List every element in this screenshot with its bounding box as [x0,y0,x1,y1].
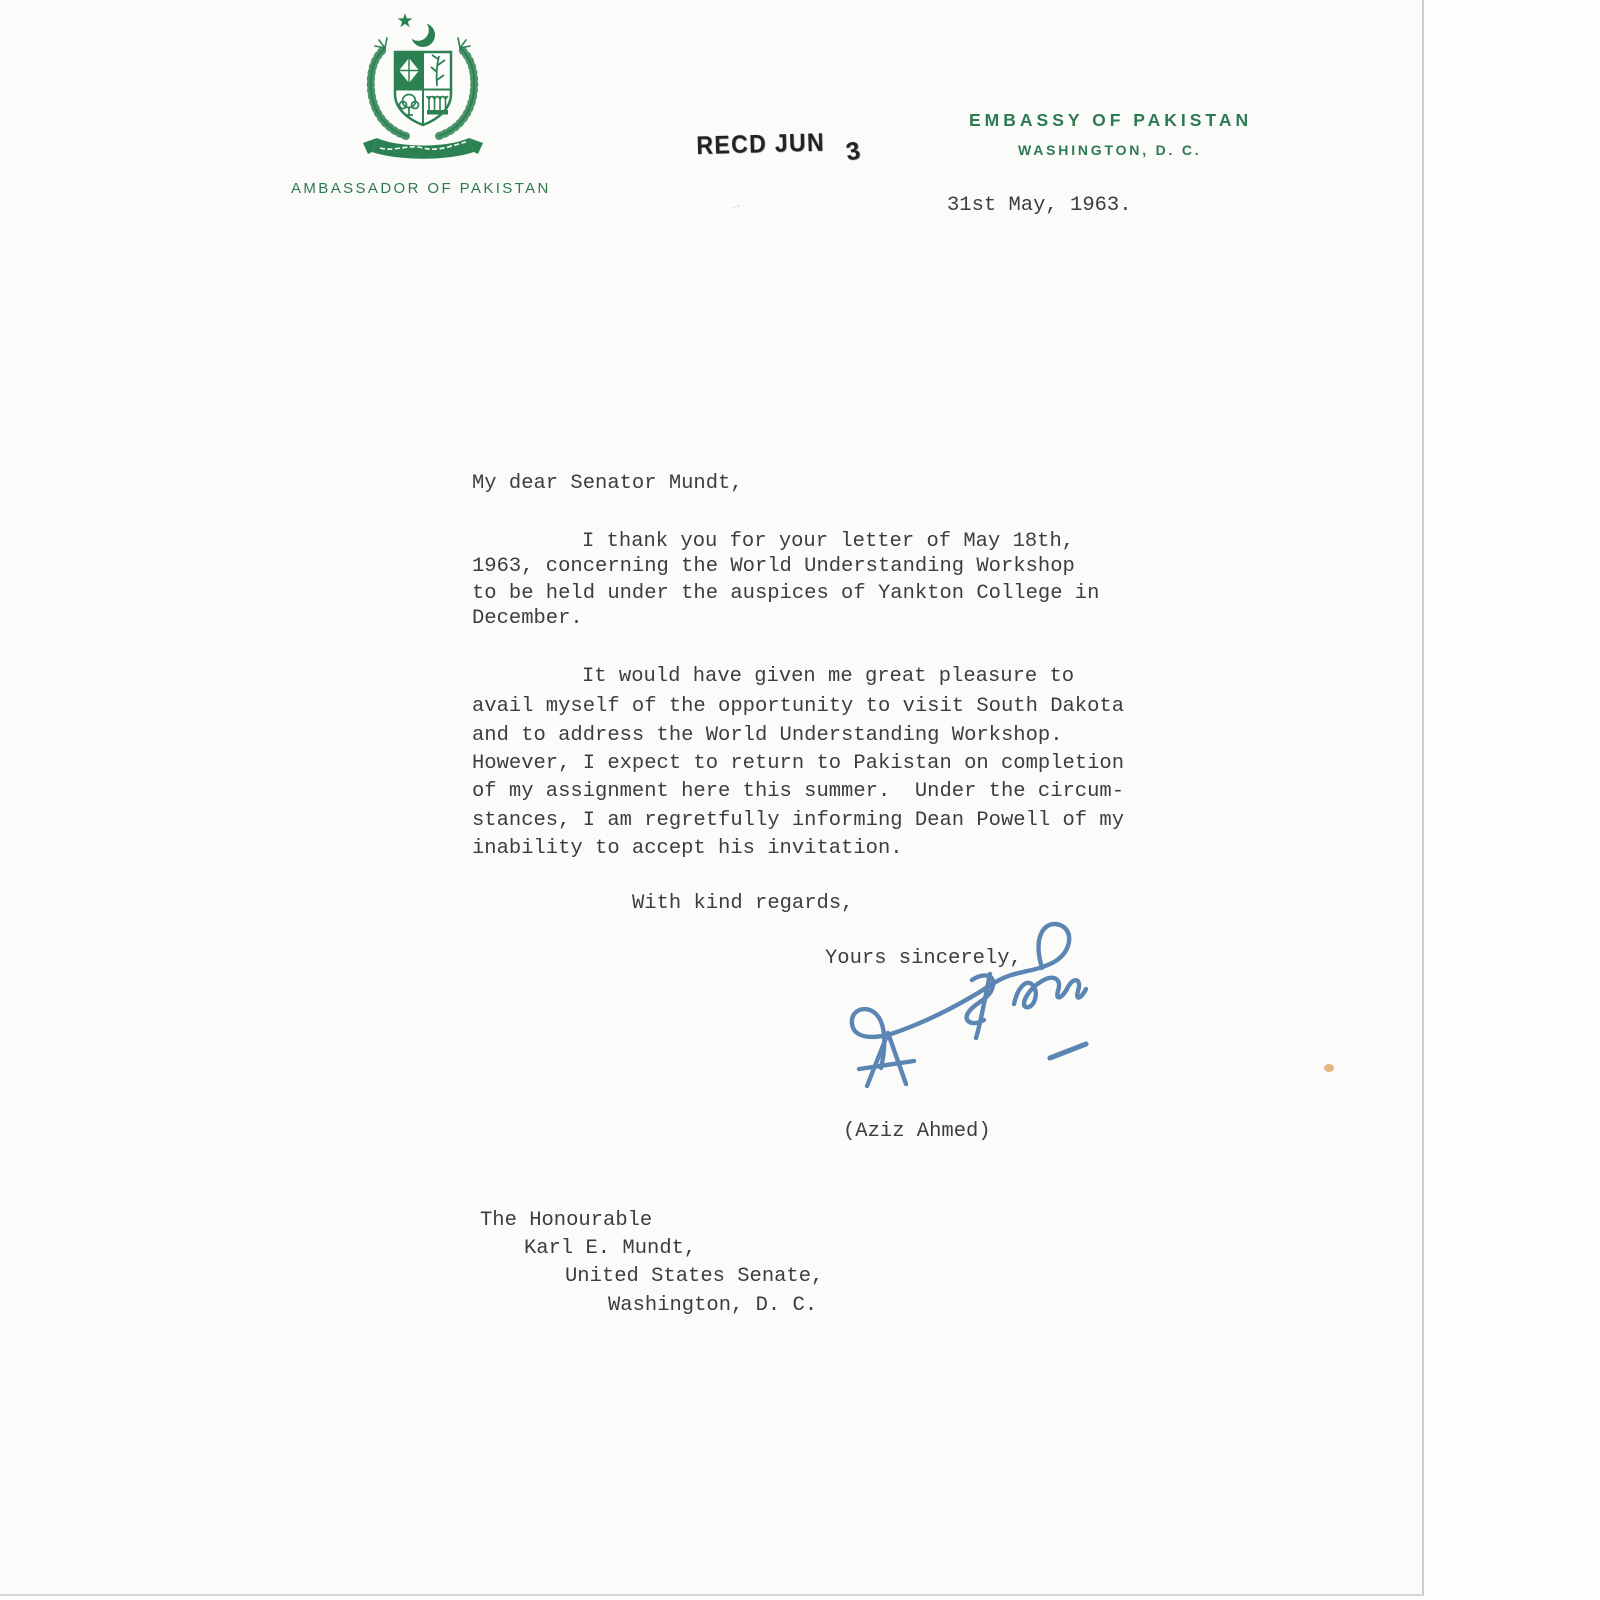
received-stamp: RECD JUN [696,128,826,160]
body-line: December. [472,607,583,630]
regards-line: With kind regards, [632,892,854,915]
recipient-line: Washington, D. C. [608,1294,818,1317]
pakistan-emblem-icon [352,10,494,162]
page-bottom-edge [0,1594,1424,1596]
body-line: I thank you for your letter of May 18th, [582,530,1075,553]
signer-name: (Aziz Ahmed) [843,1120,991,1143]
aziz-ahmed-signature-scribble [836,916,1104,1101]
recipient-line: United States Senate, [565,1265,824,1288]
ambassador-title: AMBASSADOR OF PAKISTAN [291,180,551,197]
pencil-mark: .· [731,196,743,213]
body-line: inability to accept his invitation. [472,837,903,860]
body-line: avail myself of the opportunity to visit South Dakota [472,695,1125,718]
closing-line: Yours sincerely, [825,947,1022,970]
body-line: of my assignment here this summer. Under the circum- [472,780,1125,803]
recipient-line: The Honourable [480,1209,653,1232]
received-stamp-day: 3 [844,136,863,167]
embassy-name: EMBASSY OF PAKISTAN [969,110,1253,130]
recipient-line: Karl E. Mundt, [524,1237,697,1260]
body-line: 1963, concerning the World Understanding Workshop [472,555,1075,578]
salutation: My dear Senator Mundt, [472,472,743,495]
body-line: However, I expect to return to Pakistan on completion [472,752,1125,775]
page-right-edge [1422,0,1424,1596]
paper-speck [1324,1064,1334,1072]
body-line: and to address the World Understanding Workshop. [472,724,1063,747]
body-line: It would have given me great pleasure to [582,665,1075,688]
letter-date: 31st May, 1963. [947,194,1132,217]
body-line: to be held under the auspices of Yankton College in [472,582,1100,605]
embassy-city: WASHINGTON, D. C. [1018,142,1202,158]
body-line: stances, I am regretfully informing Dean Powell of my [472,809,1125,832]
